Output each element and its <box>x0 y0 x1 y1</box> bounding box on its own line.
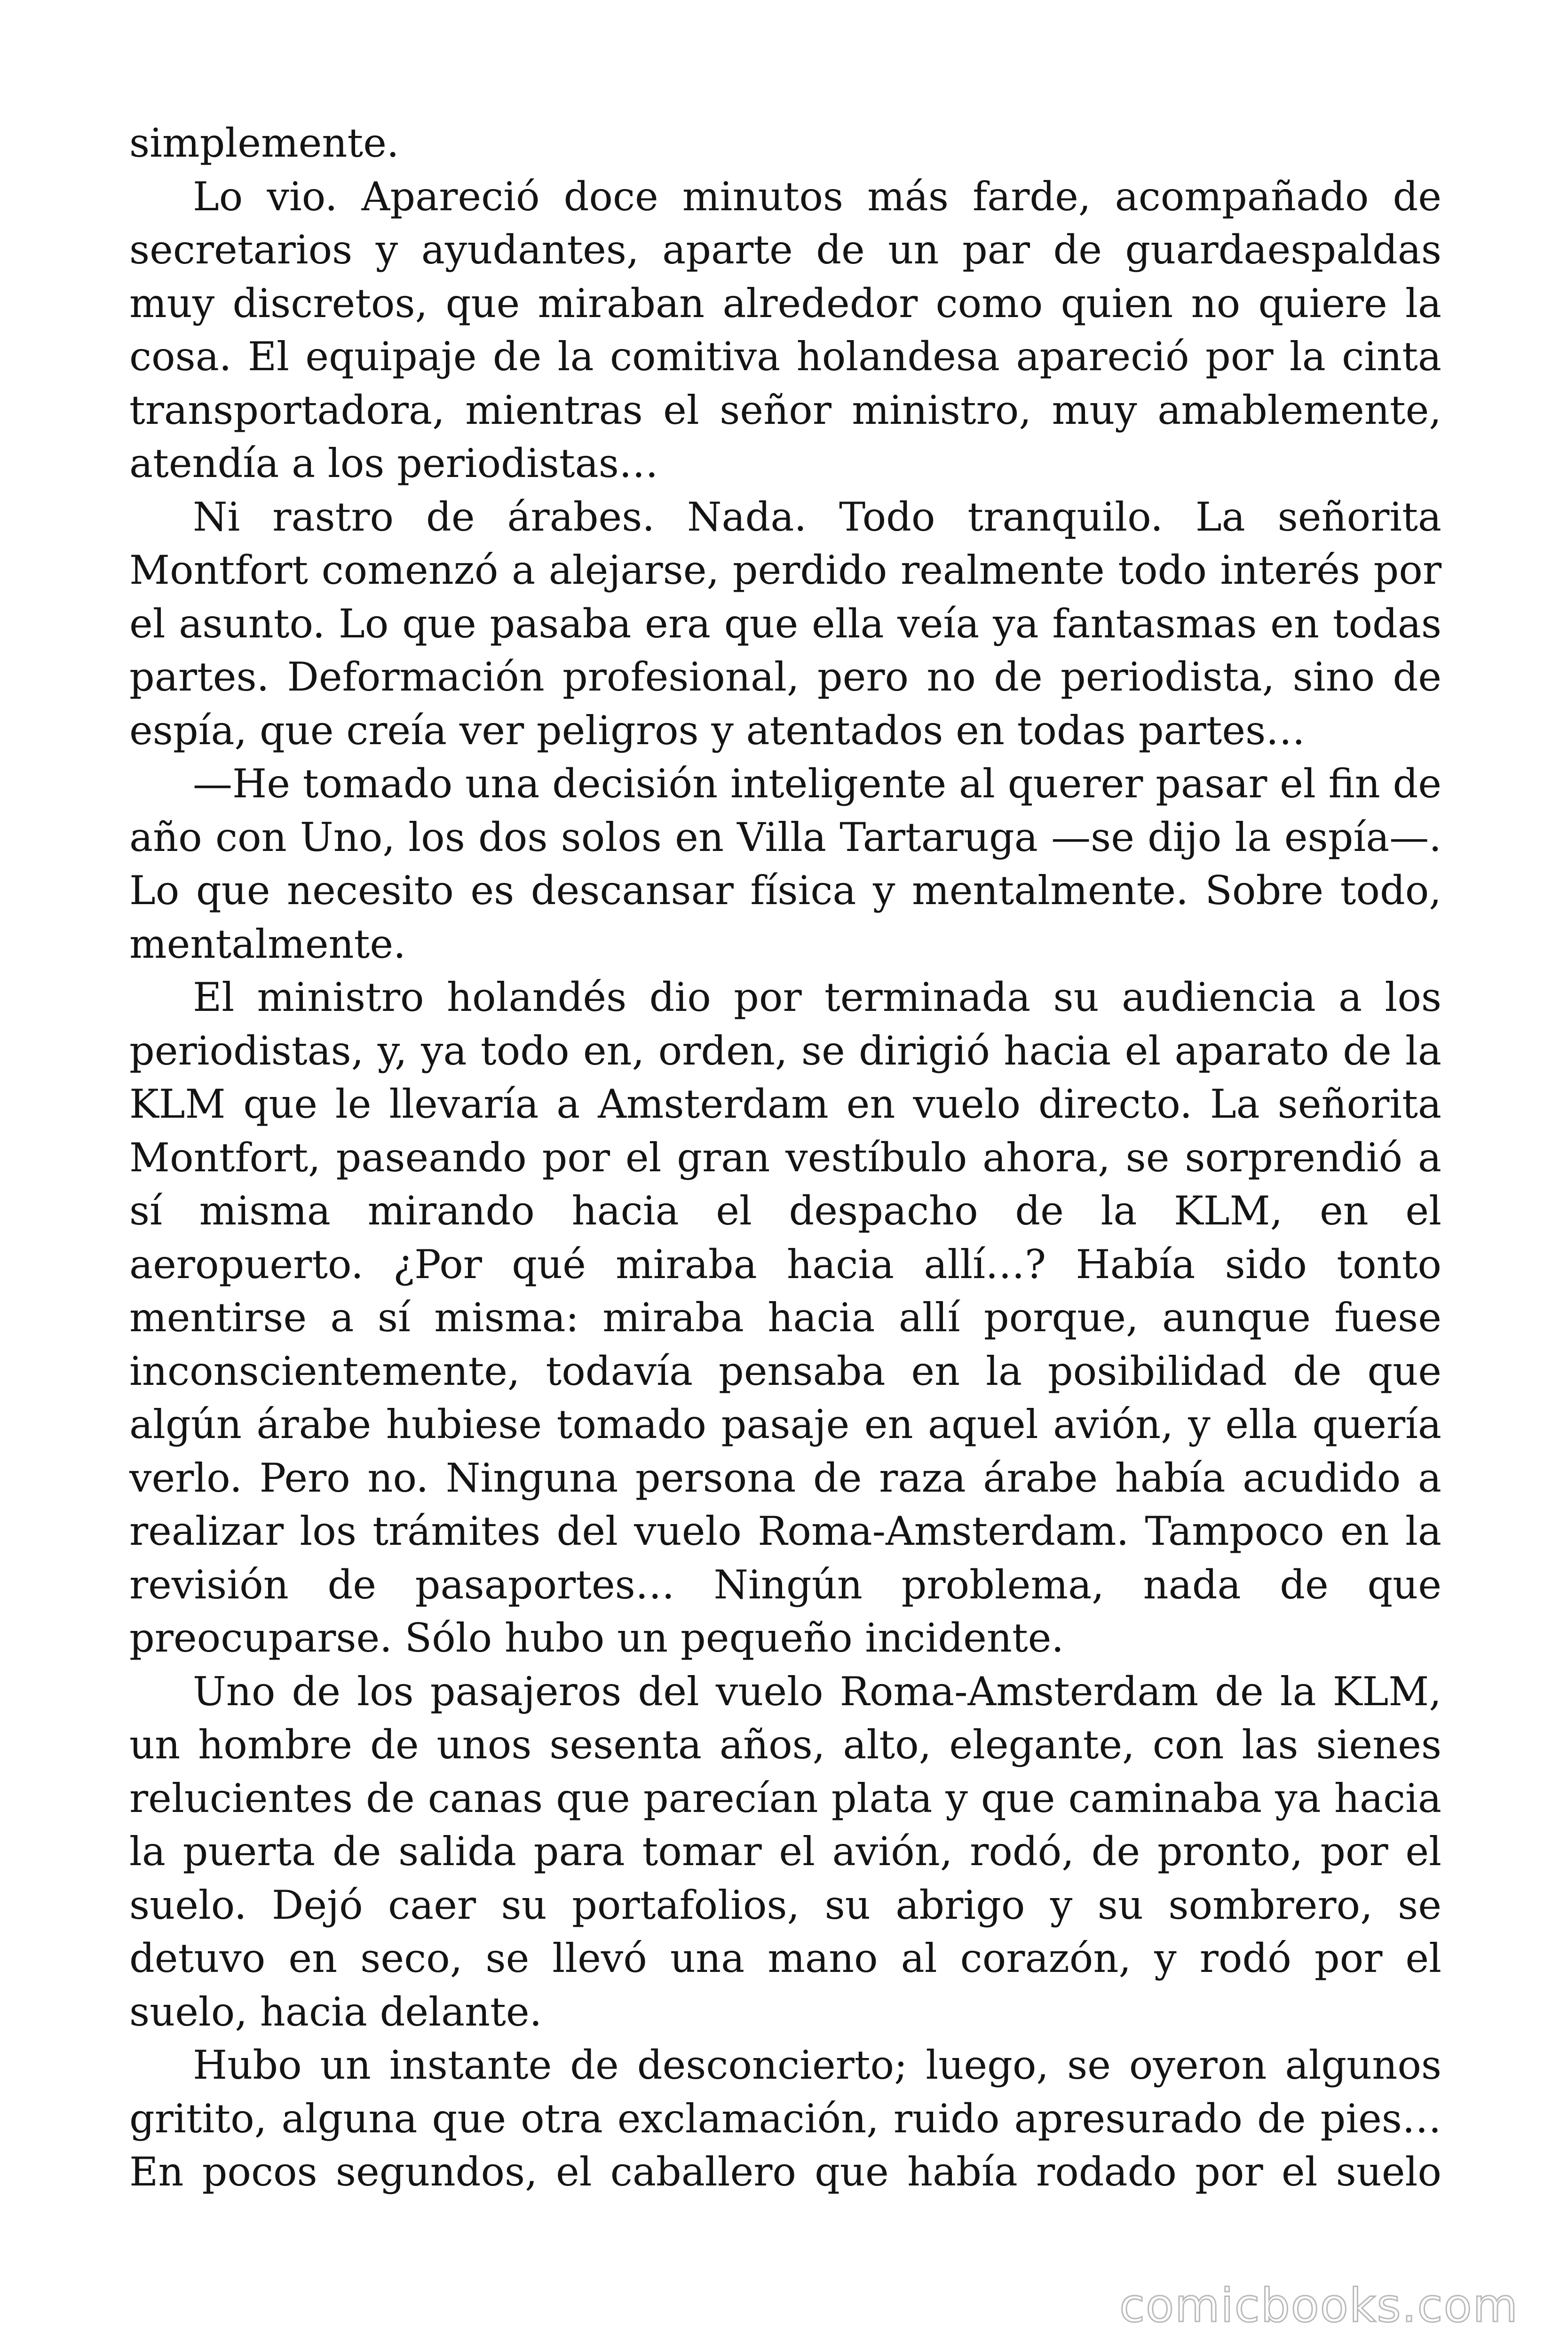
paragraph-continuation: simplemente. <box>129 120 399 166</box>
book-page-text <box>129 117 1441 2199</box>
paragraph-continues: Hubo un instante de desconcierto; luego, se oyeron algunos gritito, alguna que otra exclamación, ruido apresurado de pies… En pocos segundos, el caballero que había rodado por el suelo <box>129 2042 1441 2195</box>
paragraph: Lo vio. Apareció doce minutos más farde, acompañado de secretarios y ayudantes, aparte de un par de guardaespaldas muy discretos, que miraban alrededor como quien no quiere la cosa. El equipaje de la comitiva holandesa apareció por la cinta transportadora, mientras el señor ministro, muy amablemente, atendía a los periodistas… <box>129 173 1441 486</box>
site-watermark: comicbooks.com <box>1119 2279 1519 2333</box>
paragraph: —He tomado una decisión inteligente al querer pasar el fin de año con Uno, los dos solos en Villa Tartaruga —se dijo la espía—. Lo que necesito es descansar física y mentalmente. Sobre todo, mentalmente. <box>129 761 1441 967</box>
paragraph: Uno de los pasajeros del vuelo Roma-Amsterdam de la KLM, un hombre de unos sesenta años, alto, elegante, con las sienes relucientes de canas que parecían plata y que caminaba ya hacia la puerta de salida para tomar el avión, rodó, de pronto, por el suelo. Dejó caer su portafolios, su abrigo y su sombrero, se detuvo en seco, se llevó una mano al corazón, y rodó por el suelo, hacia delante. <box>129 1668 1441 2035</box>
paragraph: El ministro holandés dio por terminada su audiencia a los periodistas, y, ya todo en, orden, se dirigió hacia el aparato de la KLM que le llevaría a Amsterdam en vuelo directo. La señorita Montfort, paseando por el gran vestíbulo ahora, se sorprendió a sí misma mirando hacia el despacho de la KLM, en el aeropuerto. ¿Por qué miraba hacia allí…? Había sido tonto mentirse a sí misma: miraba hacia allí porque, aunque fuese inconscientemente, todavía pensaba en la posibilidad de que algún árabe hubiese tomado pasaje en aquel avión, y ella quería verlo. Pero no. Ninguna persona de raza árabe había acudido a realizar los trámites del vuelo Roma-Amsterdam. Tampoco en la revisión de pasaportes… Ningún problema, nada de que preocuparse. Sólo hubo un pequeño incidente. <box>129 974 1441 1661</box>
paragraph: Ni rastro de árabes. Nada. Todo tranquilo. La señorita Montfort comenzó a alejarse, perdido realmente todo interés por el asunto. Lo que pasaba era que ella veía ya fantasmas en todas partes. Deformación profesional, pero no de periodista, sino de espía, que creía ver peligros y atentados en todas partes… <box>129 493 1441 754</box>
